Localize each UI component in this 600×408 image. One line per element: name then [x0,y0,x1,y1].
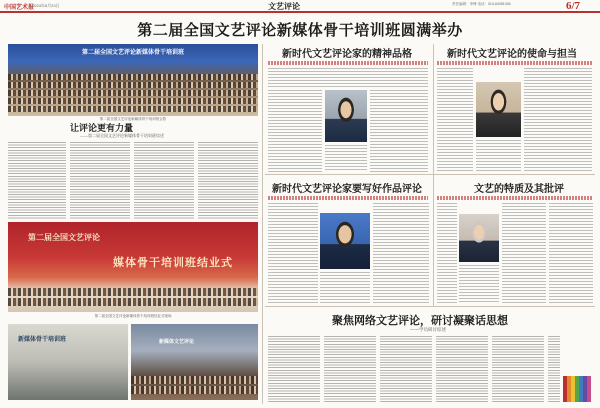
main-headline: 第二届全国文艺评论新媒体骨干培训班圆满举办 [137,21,463,39]
left-article-subtitle: ——第二届全国文艺评论新媒体骨干培训班综述 [80,133,164,138]
article-title: 新时代文艺评论家要写好作品评论 [272,184,422,195]
text-column [268,336,320,402]
text-column [198,142,258,220]
text-block [268,68,428,88]
crowd-row [131,376,258,384]
page-number: 6/7 [566,0,581,12]
article-byline [268,61,428,65]
article-title: 新时代文艺评论的使命与担当 [447,49,577,60]
text-column [370,90,428,172]
author-portrait [320,213,370,269]
masthead: 中国艺术报 [4,5,35,11]
text-block [325,145,367,172]
crowd-row [8,288,258,296]
text-column [502,203,546,303]
section-label: 文艺评论 [268,1,300,11]
text-column [70,142,130,220]
text-column [492,336,544,402]
decorative-color-bars [563,376,591,402]
article-byline [437,61,592,65]
author-portrait [459,214,499,262]
text-column [436,336,488,402]
editor-info: 责任编辑：李博 电话：010-64051036 [452,2,511,6]
top-bar [0,0,600,13]
crowd-row [8,82,258,88]
author-portrait [325,90,367,142]
crowd-row [8,90,258,96]
bottom-article-subtitle: ——学员研讨综述 [410,328,446,333]
photo-banner-text: 新媒体骨干培训班 [18,336,67,343]
row-divider [265,174,595,175]
column-divider [262,44,263,404]
training-book-photo [8,324,128,400]
crowd-row [8,298,258,306]
article-byline [268,196,428,200]
ceremony-photo [8,222,258,312]
photo-banner-text: 媒体骨干培训班结业式 [113,256,233,269]
text-column [373,203,429,303]
text-column [437,68,473,172]
left-article-title: 让评论更有力量 [70,124,134,134]
text-column [549,203,593,303]
row-divider [265,306,595,307]
group-photo [8,44,258,116]
crowd-row [8,74,258,80]
text-column [268,90,322,172]
crowd-row [8,106,258,112]
crowd-row [131,386,258,394]
photo-banner-text: 新媒体文艺评论 [159,339,195,345]
classroom-photo [131,324,258,400]
article-title: 新时代文艺评论家的精神品格 [282,49,412,60]
text-column [437,203,457,303]
photo-banner-text: 第二届全国文艺评论新媒体骨干培训班 [81,50,184,56]
article-byline [437,196,592,200]
article-title: 文艺的特质及其批评 [474,184,564,195]
crowd-row [8,98,258,104]
text-column [548,336,560,402]
text-column [380,336,432,402]
masthead-date: 2024年8月23日 [32,3,60,8]
text-column [268,203,318,303]
text-column [324,336,376,402]
text-block [320,272,370,303]
photo-caption: 第二届全国文艺评论新媒体骨干培训班结业式现场 [94,314,172,318]
column-divider [433,44,434,306]
text-block [476,140,521,172]
author-portrait [476,82,521,137]
photo-caption: 第二届全国文艺评论新媒体骨干培训班合影 [99,117,167,121]
bottom-article-title: 聚焦网络文艺评论，研讨凝聚话思想 [332,314,508,327]
text-column [524,68,592,172]
text-column [8,142,66,220]
photo-banner-text: 第二届全国文艺评论 [28,232,100,242]
text-column [134,142,194,220]
text-block [459,265,499,303]
